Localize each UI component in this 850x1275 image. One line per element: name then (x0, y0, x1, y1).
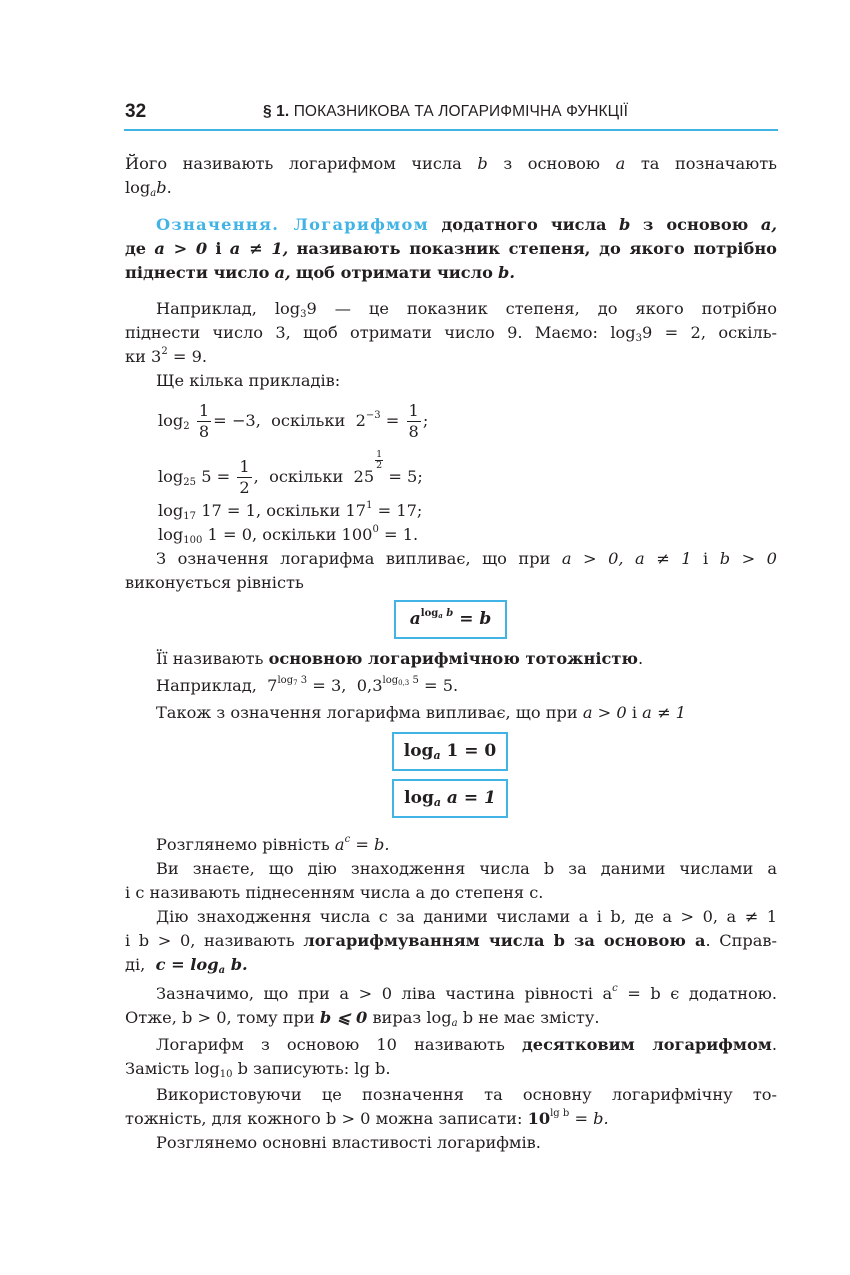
example-log2: $\log_2$ $\frac{1}{8}$ = −3, оскільки $2^{-3}$ = $\frac{1}{8}$ ; (158, 401, 429, 441)
body-p5-line-1: Логарифм з основою 10 називають десятковим логарифмом. (156, 1035, 777, 1054)
example1-line-3: ки $3^2 = 9$. (125, 346, 208, 366)
running-head (263, 103, 628, 121)
identity-formula-box: $a^{log_a b} = b$ (394, 600, 507, 639)
fraction: $\frac{1}{8}$ (408, 401, 419, 441)
identity-name-line: Її називають основною логарифмічною тотожністю. (156, 649, 644, 668)
identity-line-1: З означення логарифма випливає, що при a > 0, a ≠ 1 і b > 0 (156, 549, 777, 568)
body-p3-line-3: ді, $c = \log_a b$. (125, 955, 248, 976)
body-p5-line-2: Замість $\log_{10} b$ записують: lg b. (125, 1059, 391, 1080)
body-p7: Розглянемо основні властивості логарифмів. (156, 1133, 541, 1152)
intro-line-1: Його називають логарифмом числа b з основою a та позначають (125, 154, 777, 173)
log-base-box: $\log_a a = 1$ (392, 779, 508, 818)
definition-line-1: Означення. Логарифмом додатного числа b з основою a, (156, 215, 777, 234)
identity-example-line: Наприклад, $7^{log_7 3} = 3$, $0,3^{log_{0,3} 5} = 5$. (156, 675, 459, 695)
body-p4-line-2: Отже, b > 0, тому при b ⩽ 0 вираз $\log_a b$ не має змісту. (125, 1008, 600, 1029)
fraction-exponent: $\frac{1}{2}$ (376, 449, 383, 471)
body-p3-line-1: Дію знаходження числа c за даними числами a і b, де a > 0, a ≠ 1 (156, 907, 777, 926)
example-log17: $\log_{17} 17 = 1$, оскільки $17^1 = 17$; (158, 500, 423, 522)
identity-line-2: виконується рівність (125, 573, 304, 592)
fraction: $\frac{1}{8}$ (198, 401, 210, 441)
body-p2-line-2: і c називають піднесенням числа a до степеня c. (125, 883, 544, 902)
body-p4-line-1: Зазначимо, що при a > 0 ліва частина рівності $a^c = b$ є додатною. (156, 983, 777, 1003)
body-p6-line-1: Використовуючи це позначення та основну логарифмічну то- (156, 1085, 777, 1104)
example1-line-1: Наприклад, $\log_39$ — це показник степеня, до якого потрібно (156, 299, 777, 320)
example-log25: $\log_{25} 5$ = $\frac{1}{2}$ , оскільки 25 $\frac{1}{2}$ = 5; (158, 449, 423, 497)
definition-line-2: де a > 0 і a ≠ 1, називають показник степеня, до якого потрібно (125, 239, 777, 258)
more-examples-intro: Ще кілька прикладів: (156, 371, 341, 390)
chapter-title: ПОКАЗНИКОВА ТА ЛОГАРИФМІЧНА ФУНКЦІЇ (293, 103, 629, 120)
log-one-box: $\log_a 1 = 0$ (392, 732, 508, 771)
example-log100: $\log_{100} 1 = 0$, оскільки $100^0 = 1$. (158, 524, 419, 546)
also-line: Також з означення логарифма випливає, що при a > 0 і a ≠ 1 (156, 703, 686, 722)
fraction: $\frac{1}{2}$ (239, 457, 250, 497)
header-rule (124, 129, 778, 131)
body-p2-line-1: Ви знаєте, що дію знаходження числа b за даними числами a (156, 859, 777, 878)
body-p1: Розглянемо рівність $a^c = b$. (156, 834, 390, 854)
body-p3-line-2: і b > 0, називають логарифмуванням числа b за основою a. Справ- (125, 931, 778, 950)
intro-line-2: $\log_ab$. (125, 178, 172, 199)
section-number: § 1. (263, 103, 290, 120)
page-number: 32 (125, 101, 147, 122)
definition-title: Означення. Логарифмом (156, 215, 429, 234)
definition-line-3: піднести число a, щоб отримати число b. (125, 263, 515, 282)
body-p6-line-2: тожність, для кожного b > 0 можна записати: $10^{lg b} = b$. (125, 1108, 609, 1128)
example1-line-2: піднести число 3, щоб отримати число 9. Маємо: $\log_39 = 2$, оскіль- (125, 323, 778, 344)
